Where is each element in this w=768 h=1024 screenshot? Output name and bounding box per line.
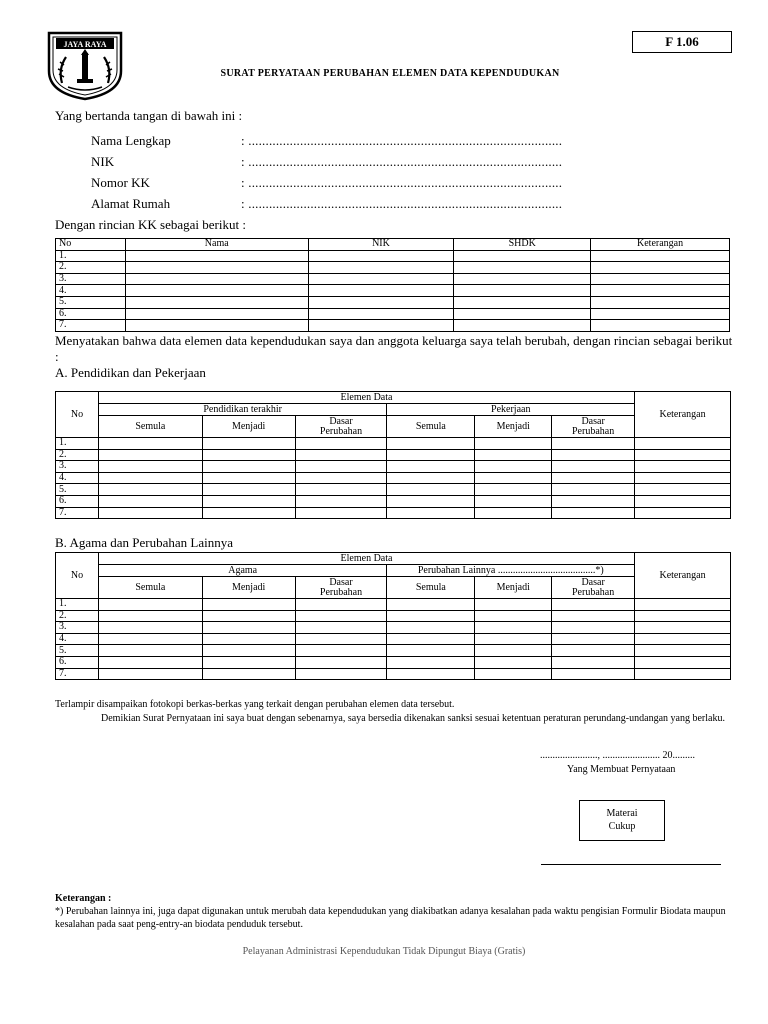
table-row [56, 633, 731, 645]
col-semula: Semula [98, 416, 202, 438]
table-cell[interactable] [295, 656, 387, 668]
table-cell[interactable] [635, 449, 731, 461]
table-row [56, 656, 731, 668]
emblem-motto: JAYA RAYA [63, 40, 107, 49]
table-cell[interactable] [308, 273, 454, 285]
col-dasar-perubahan: Dasar Perubahan [552, 577, 635, 599]
field-blank[interactable]: : ........................................................................................... [241, 133, 563, 148]
table-cell[interactable] [125, 285, 308, 297]
table-cell[interactable] [475, 461, 552, 473]
table-cell[interactable] [295, 438, 387, 450]
table-cell[interactable] [98, 599, 202, 611]
table-cell[interactable] [635, 599, 731, 611]
group-perubahan-lainnya: Perubahan Lainnya .......................................*) [387, 565, 635, 577]
table-cell[interactable] [202, 610, 295, 622]
row-number: 4. [56, 633, 99, 645]
table-cell[interactable] [98, 438, 202, 450]
signature-line[interactable] [541, 864, 721, 865]
table-cell[interactable] [295, 507, 387, 519]
table-cell[interactable] [98, 449, 202, 461]
row-number: 1. [56, 599, 99, 611]
table-row [56, 438, 731, 450]
table-row [56, 320, 730, 332]
table-row [56, 668, 731, 680]
table-cell[interactable] [454, 285, 591, 297]
row-number: 3. [56, 461, 99, 473]
notes-title: Keterangan : [55, 893, 112, 904]
table-cell[interactable] [454, 296, 591, 308]
footer-note: Pelayanan Administrasi Kependudukan Tidak Dipungut Biaya (Gratis) [242, 946, 526, 957]
table-cell[interactable] [591, 250, 730, 262]
attachment-note: Terlampir disampaikan fotokopi berkas-berkas yang terkait dengan perubahan elemen data tersebut. [55, 699, 455, 710]
table-cell[interactable] [387, 656, 475, 668]
table-cell[interactable] [308, 308, 454, 320]
place-date-blank[interactable]: ......................., ....................... 20......... [540, 750, 695, 761]
table-cell[interactable] [387, 449, 475, 461]
declaration-text: Menyatakan bahwa data elemen data kependudukan saya dan anggota keluarga saya telah berubah, dengan rincian sebagai berikut : [55, 333, 733, 364]
form-code: F 1.06 [632, 31, 732, 53]
table-cell[interactable] [475, 449, 552, 461]
field-nik[interactable] [91, 154, 591, 172]
field-blank[interactable]: : ........................................................................................... [241, 196, 563, 211]
table-cell[interactable] [552, 610, 635, 622]
table-cell[interactable] [98, 461, 202, 473]
table-cell[interactable] [98, 610, 202, 622]
table-row [56, 461, 731, 473]
table-cell[interactable] [387, 484, 475, 496]
table-cell[interactable] [552, 495, 635, 507]
row-number: 3. [56, 273, 126, 285]
table-cell[interactable] [387, 633, 475, 645]
table-cell[interactable] [98, 645, 202, 657]
table-cell[interactable] [308, 262, 454, 274]
row-number: 6. [56, 656, 99, 668]
table-cell[interactable] [635, 668, 731, 680]
table-cell[interactable] [387, 461, 475, 473]
row-number: 3. [56, 622, 99, 634]
col-menjadi: Menjadi [475, 577, 552, 599]
kk-table [55, 238, 730, 332]
col-dasar-perubahan: Dasar Perubahan [552, 416, 635, 438]
table-row [56, 296, 730, 308]
table-row [56, 472, 731, 484]
row-number: 7. [56, 668, 99, 680]
row-number: 4. [56, 285, 126, 297]
col-shdk: SHDK [454, 239, 591, 251]
elemen-data-header: Elemen Data [98, 553, 634, 565]
closing-statement: Demikian Surat Pernyataan ini saya buat dengan sebenarnya, saya bersedia dikenakan sanksi sesuai ketentuan peraturan perundang-undangan yang berlaku. [101, 713, 725, 724]
table-cell[interactable] [295, 633, 387, 645]
elemen-data-header: Elemen Data [98, 392, 634, 404]
row-number: 4. [56, 472, 99, 484]
col-semula: Semula [387, 577, 475, 599]
col-dasar-perubahan: Dasar Perubahan [295, 416, 387, 438]
table-cell[interactable] [635, 438, 731, 450]
row-number: 5. [56, 645, 99, 657]
table-cell[interactable] [202, 622, 295, 634]
table-cell[interactable] [552, 449, 635, 461]
table-cell[interactable] [202, 472, 295, 484]
signer-label: Yang Membuat Pernyataan [567, 764, 676, 775]
table-row [56, 308, 730, 320]
table-cell[interactable] [635, 461, 731, 473]
table-cell[interactable] [98, 633, 202, 645]
table-cell[interactable] [475, 668, 552, 680]
row-number: 2. [56, 610, 99, 622]
document-title: SURAT PERYATAAN PERUBAHAN ELEMEN DATA KEPENDUDUKAN [220, 68, 560, 79]
table-cell[interactable] [475, 507, 552, 519]
materai-box [579, 800, 665, 841]
field-label: NIK [91, 154, 115, 169]
table-cell[interactable] [295, 599, 387, 611]
row-number: 2. [56, 449, 99, 461]
jakarta-emblem-logo [46, 31, 124, 101]
intro-text: Yang bertanda tangan di bawah ini : [55, 108, 243, 123]
col-nama: Nama [125, 239, 308, 251]
section-b-heading: B. Agama dan Perubahan Lainnya [55, 535, 233, 550]
table-cell[interactable] [202, 449, 295, 461]
table-cell[interactable] [635, 633, 731, 645]
table-cell[interactable] [125, 273, 308, 285]
table-cell[interactable] [475, 610, 552, 622]
row-number: 1. [56, 250, 126, 262]
table-cell[interactable] [308, 250, 454, 262]
table-cell[interactable] [295, 610, 387, 622]
table-cell[interactable] [635, 507, 731, 519]
table-cell[interactable] [454, 262, 591, 274]
group-pekerjaan: Pekerjaan [387, 404, 635, 416]
table-cell[interactable] [552, 472, 635, 484]
table-row [56, 250, 730, 262]
table-cell[interactable] [202, 645, 295, 657]
section-a-heading: A. Pendidikan dan Pekerjaan [55, 365, 206, 380]
table-cell[interactable] [98, 668, 202, 680]
table-cell[interactable] [387, 472, 475, 484]
table-cell[interactable] [202, 461, 295, 473]
table-cell[interactable] [98, 495, 202, 507]
kk-heading: Dengan rincian KK sebagai berikut : [55, 217, 246, 232]
table-cell[interactable] [552, 622, 635, 634]
col-dasar-perubahan: Dasar Perubahan [295, 577, 387, 599]
table-row [56, 610, 731, 622]
col-keterangan: Keterangan [635, 553, 731, 599]
row-number: 6. [56, 308, 126, 320]
table-cell[interactable] [475, 645, 552, 657]
section-a-rows [56, 438, 731, 519]
table-cell[interactable] [202, 633, 295, 645]
table-cell[interactable] [552, 633, 635, 645]
group-pendidikan: Pendidikan terakhir [98, 404, 387, 416]
table-cell[interactable] [98, 622, 202, 634]
table-cell[interactable] [202, 668, 295, 680]
table-cell[interactable] [295, 645, 387, 657]
materai-label: Materai [606, 808, 638, 819]
table-cell[interactable] [387, 610, 475, 622]
table-cell[interactable] [387, 507, 475, 519]
col-no: No [56, 392, 99, 438]
table-cell[interactable] [591, 296, 730, 308]
row-number: 5. [56, 296, 126, 308]
materai-label: Cukup [608, 821, 636, 832]
table-row [56, 507, 731, 519]
table-cell[interactable] [387, 495, 475, 507]
table-cell[interactable] [387, 622, 475, 634]
table-row [56, 484, 731, 496]
field-label: Alamat Rumah [91, 196, 171, 211]
table-cell[interactable] [635, 472, 731, 484]
table-cell[interactable] [98, 507, 202, 519]
table-cell[interactable] [552, 645, 635, 657]
row-number: 6. [56, 495, 99, 507]
table-cell[interactable] [475, 484, 552, 496]
table-cell[interactable] [552, 438, 635, 450]
col-menjadi: Menjadi [475, 416, 552, 438]
table-row [56, 622, 731, 634]
table-row [56, 645, 731, 657]
table-cell[interactable] [125, 262, 308, 274]
table-cell[interactable] [552, 599, 635, 611]
table-cell[interactable] [475, 622, 552, 634]
table-cell[interactable] [295, 484, 387, 496]
table-cell[interactable] [635, 656, 731, 668]
table-cell[interactable] [591, 273, 730, 285]
table-cell[interactable] [591, 285, 730, 297]
table-cell[interactable] [475, 656, 552, 668]
col-no: No [56, 553, 99, 599]
field-label: Nomor KK [91, 175, 150, 190]
table-cell[interactable] [387, 438, 475, 450]
table-cell[interactable] [308, 285, 454, 297]
table-cell[interactable] [475, 495, 552, 507]
col-menjadi: Menjadi [202, 577, 295, 599]
section-b-rows [56, 599, 731, 680]
table-cell[interactable] [475, 599, 552, 611]
section-a-table [55, 391, 731, 519]
table-cell[interactable] [125, 296, 308, 308]
field-nama-lengkap[interactable] [91, 133, 591, 151]
table-row [56, 285, 730, 297]
table-cell[interactable] [591, 262, 730, 274]
table-cell[interactable] [454, 273, 591, 285]
field-nomor-kk[interactable] [91, 175, 591, 193]
table-cell[interactable] [202, 599, 295, 611]
table-cell[interactable] [475, 438, 552, 450]
table-cell[interactable] [635, 645, 731, 657]
table-cell[interactable] [202, 495, 295, 507]
table-cell[interactable] [454, 250, 591, 262]
table-cell[interactable] [475, 633, 552, 645]
table-cell[interactable] [98, 484, 202, 496]
group-agama: Agama [98, 565, 387, 577]
table-row [56, 262, 730, 274]
table-cell[interactable] [98, 472, 202, 484]
row-number: 7. [56, 507, 99, 519]
table-cell[interactable] [295, 472, 387, 484]
table-cell[interactable] [635, 495, 731, 507]
table-cell[interactable] [295, 495, 387, 507]
table-cell[interactable] [552, 461, 635, 473]
col-nik: NIK [308, 239, 454, 251]
table-cell[interactable] [202, 438, 295, 450]
notes-body: *) Perubahan lainnya ini, juga dapat digunakan untuk merubah data kependudukan yang diakibatkan adanya kesalahan pada waktu pengisian Formulir Biodata maupun kesalahan pada saat peng-entry-an biodata penduduk tersebut. [55, 906, 726, 930]
table-cell[interactable] [475, 472, 552, 484]
col-no: No [56, 239, 126, 251]
table-cell[interactable] [308, 296, 454, 308]
table-cell[interactable] [295, 449, 387, 461]
table-row [56, 495, 731, 507]
col-menjadi: Menjadi [202, 416, 295, 438]
table-cell[interactable] [552, 484, 635, 496]
table-cell[interactable] [295, 622, 387, 634]
table-cell[interactable] [454, 308, 591, 320]
table-cell[interactable] [591, 308, 730, 320]
table-cell[interactable] [295, 668, 387, 680]
row-number: 2. [56, 262, 126, 274]
row-number: 1. [56, 438, 99, 450]
col-semula: Semula [387, 416, 475, 438]
col-semula: Semula [98, 577, 202, 599]
table-cell[interactable] [125, 308, 308, 320]
table-cell[interactable] [202, 656, 295, 668]
table-cell[interactable] [125, 320, 308, 332]
table-cell[interactable] [98, 656, 202, 668]
table-cell[interactable] [454, 320, 591, 332]
table-cell[interactable] [552, 668, 635, 680]
table-cell[interactable] [202, 484, 295, 496]
table-cell[interactable] [387, 645, 475, 657]
table-cell[interactable] [591, 320, 730, 332]
field-label: Nama Lengkap [91, 133, 171, 148]
col-keterangan: Keterangan [591, 239, 730, 251]
table-cell[interactable] [387, 599, 475, 611]
table-cell[interactable] [387, 668, 475, 680]
col-keterangan: Keterangan [635, 392, 731, 438]
kk-rows [56, 250, 730, 331]
table-row [56, 449, 731, 461]
table-cell[interactable] [552, 656, 635, 668]
table-row [56, 599, 731, 611]
row-number: 5. [56, 484, 99, 496]
section-b-table [55, 552, 731, 680]
field-blank[interactable]: : ........................................................................................... [241, 154, 563, 169]
field-alamat-rumah[interactable] [91, 196, 591, 214]
table-cell[interactable] [202, 507, 295, 519]
table-cell[interactable] [295, 461, 387, 473]
table-cell[interactable] [552, 507, 635, 519]
table-cell[interactable] [308, 320, 454, 332]
row-number: 7. [56, 320, 126, 332]
table-row [56, 273, 730, 285]
table-cell[interactable] [635, 484, 731, 496]
table-cell[interactable] [635, 610, 731, 622]
field-blank[interactable]: : ........................................................................................... [241, 175, 563, 190]
table-cell[interactable] [125, 250, 308, 262]
table-cell[interactable] [635, 622, 731, 634]
